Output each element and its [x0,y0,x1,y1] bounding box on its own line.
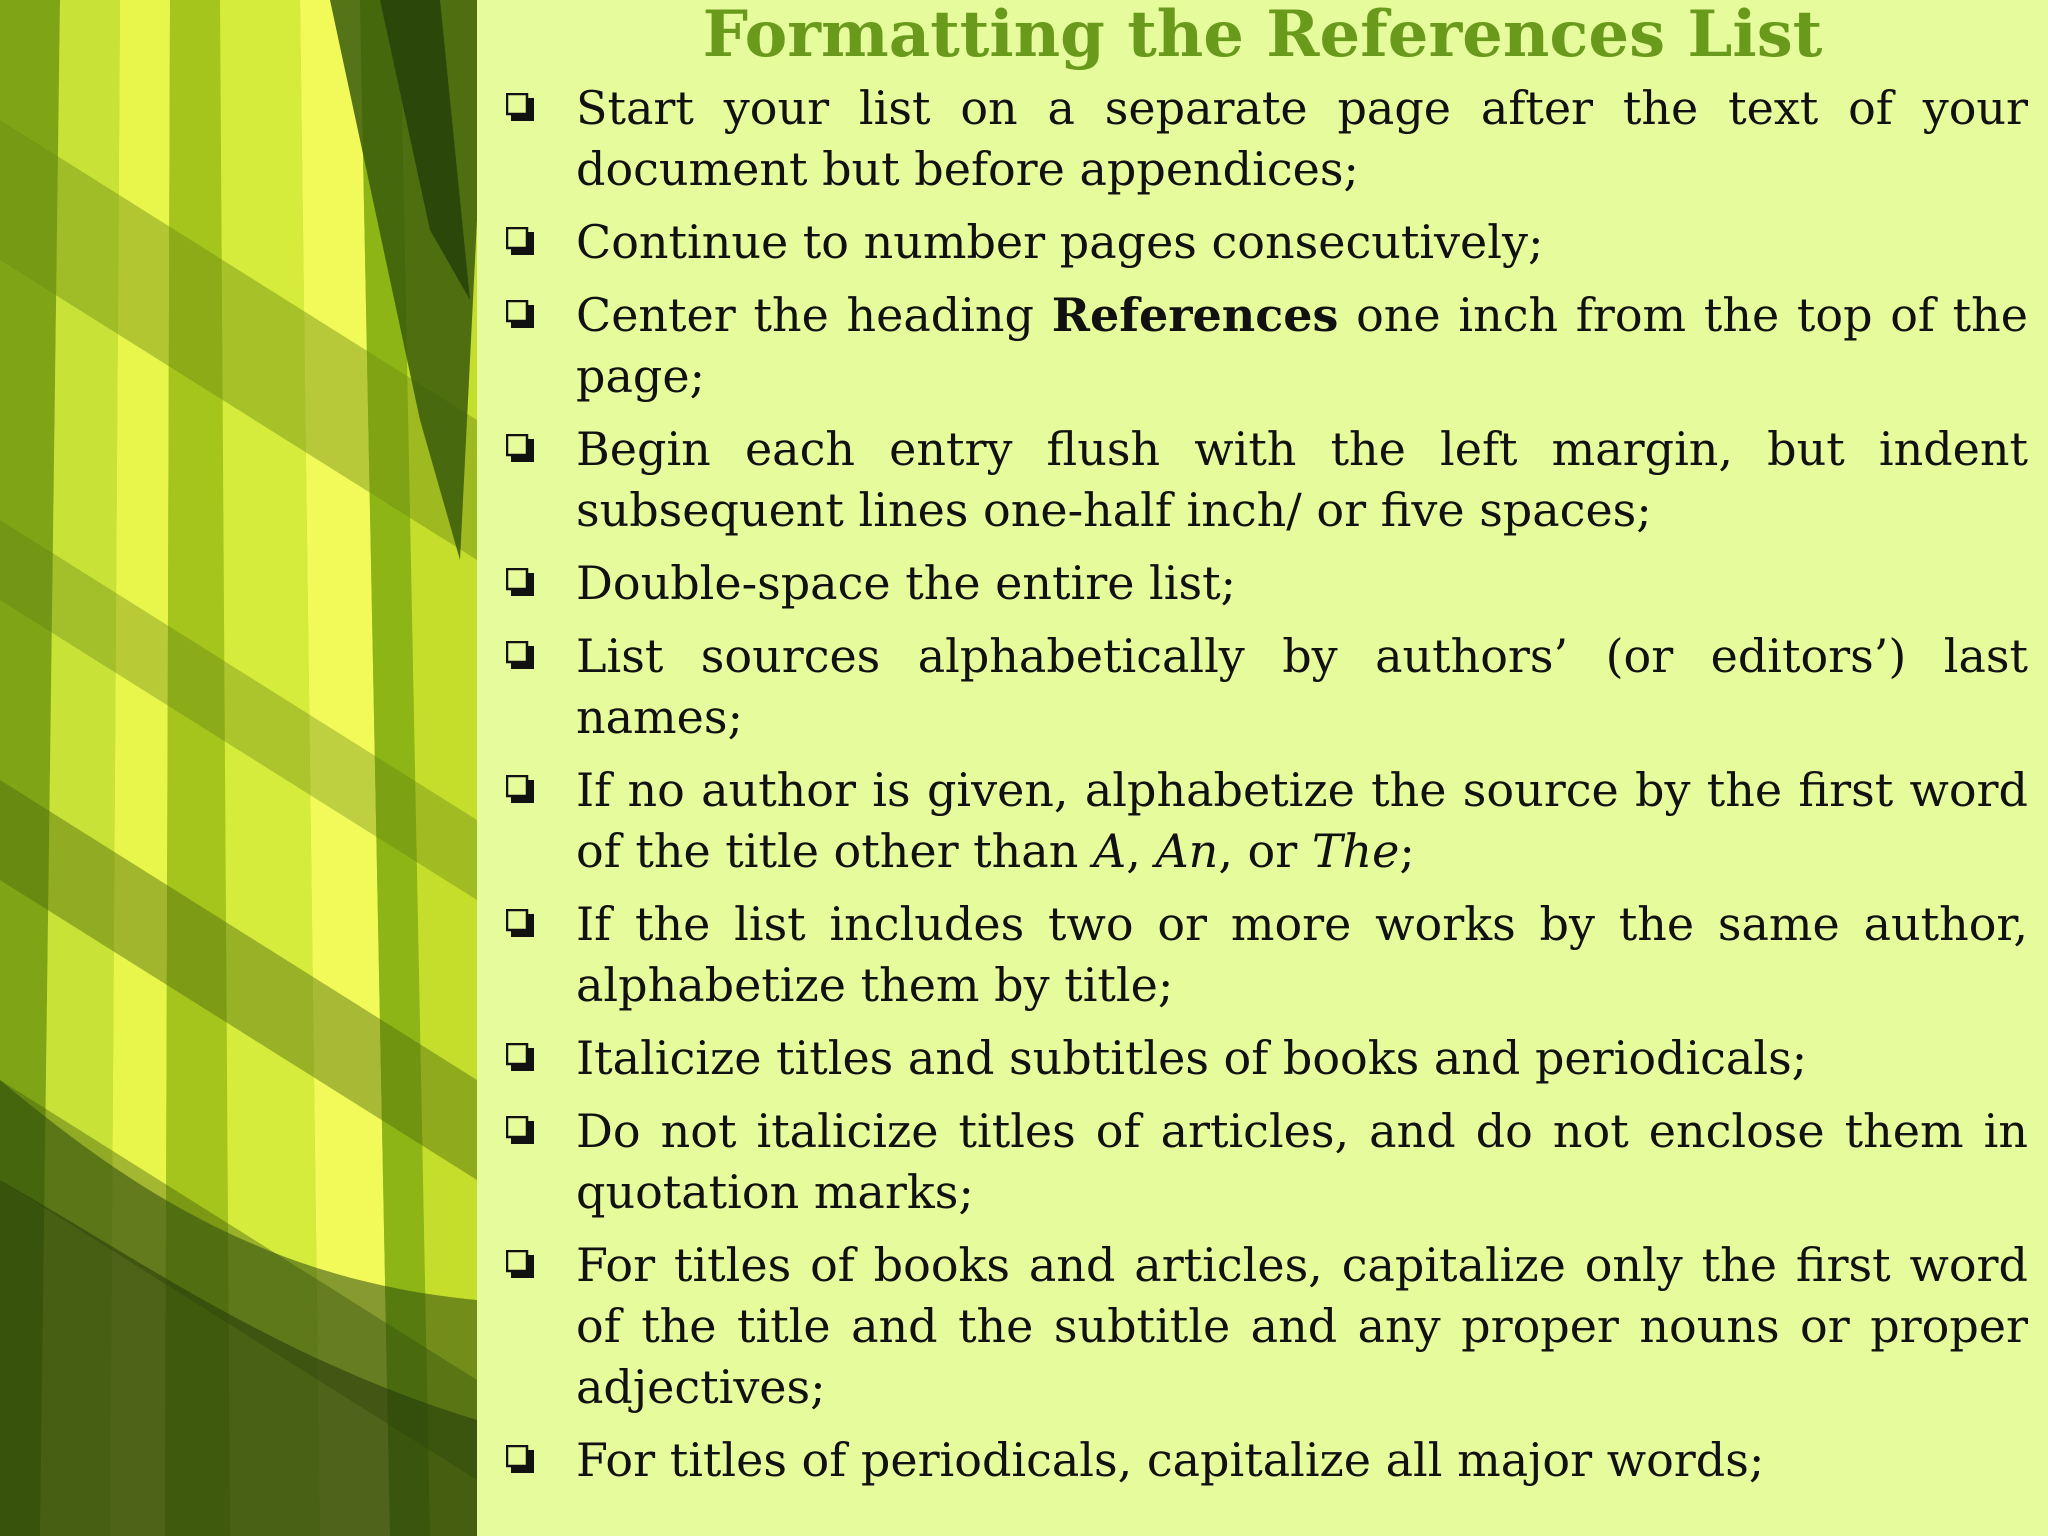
list-item-text: Start your list on a separate page after the text of your document but before appendices; [576,81,2028,196]
list-item-text: Center the heading References one inch from the top of the page; [576,288,2028,403]
stripes-graphic [0,0,477,1536]
checkbox-icon [506,641,536,671]
bullet-list [500,78,2028,1503]
checkbox-icon [506,1250,536,1280]
checkbox-icon [506,909,536,939]
list-item [500,419,2028,541]
checkbox-icon [506,1445,536,1475]
list-item-text: List sources alphabetically by authors’ (or editors’) last names; [576,629,2028,744]
list-item [500,1430,2028,1491]
list-item [500,1235,2028,1418]
checkbox-icon [506,1043,536,1073]
list-item [500,285,2028,407]
list-item-text: For titles of books and articles, capitalize only the first word of the title and the subtitle and any proper nouns or proper adjectives; [576,1238,2028,1414]
list-item [500,760,2028,882]
checkbox-icon [506,568,536,598]
checkbox-icon [506,775,536,805]
list-item [500,626,2028,748]
list-item [500,1028,2028,1089]
decorative-stripes-image [0,0,477,1536]
list-item [500,553,2028,614]
checkbox-icon [506,227,536,257]
italic-word: The [1311,824,1400,878]
slide-title: Formatting the References List [702,0,1823,72]
list-item-text: Do not italicize titles of articles, and do not enclose them in quotation marks; [576,1104,2028,1219]
list-item-text: Italicize titles and subtitles of books and periodicals; [576,1031,1808,1085]
list-item-text: Continue to number pages consecutively; [576,215,1544,269]
checkbox-icon [506,300,536,330]
bold-term: References [1051,288,1339,342]
checkbox-icon [506,93,536,123]
italic-word: An [1155,824,1219,878]
list-item-text: If no author is given, alphabetize the source by the first word of the title other than A, An, or The; [576,763,2028,878]
list-item-text: If the list includes two or more works by the same author, alphabetize them by title; [576,897,2028,1012]
checkbox-icon [506,1116,536,1146]
list-item-text: Begin each entry flush with the left margin, but indent subsequent lines one-half inch/ or five spaces; [576,422,2028,537]
list-item [500,78,2028,200]
list-item [500,894,2028,1016]
list-item-text: For titles of periodicals, capitalize all major words; [576,1433,1765,1487]
list-item-text: Double-space the entire list; [576,556,1237,610]
italic-word: A [1092,824,1127,878]
list-item [500,1101,2028,1223]
list-item [500,212,2028,273]
checkbox-icon [506,434,536,464]
